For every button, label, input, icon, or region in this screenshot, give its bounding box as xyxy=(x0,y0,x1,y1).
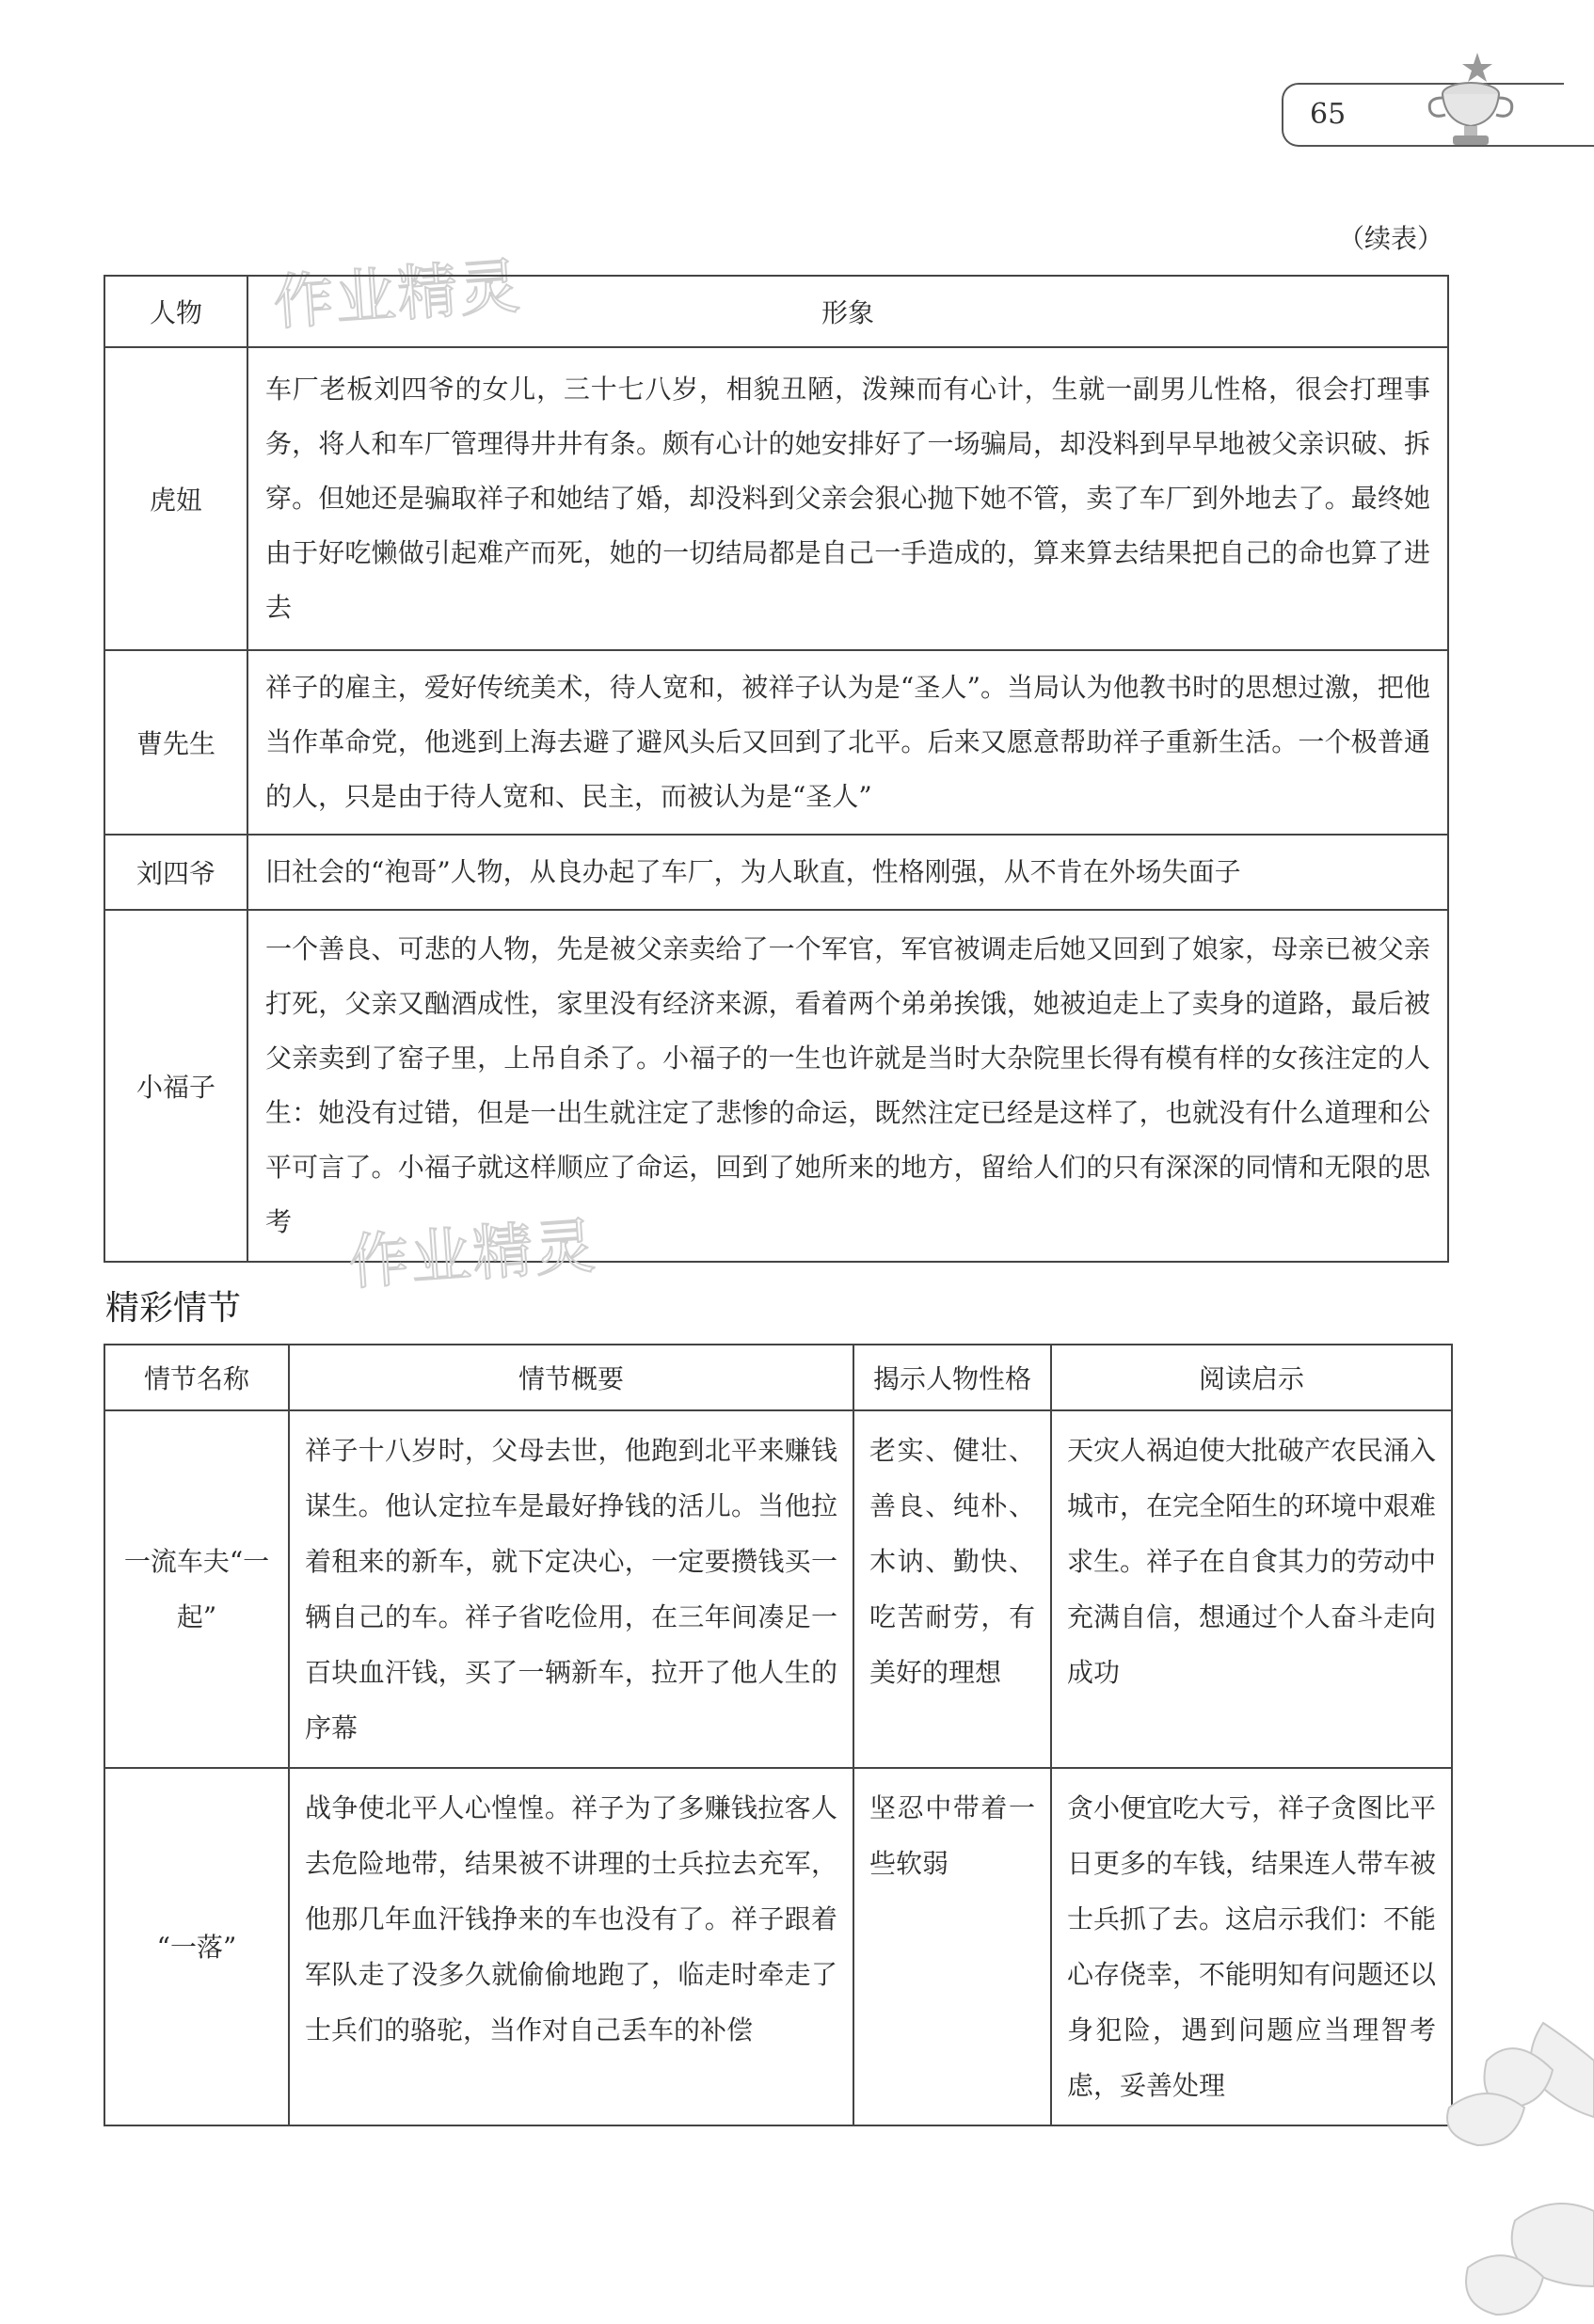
table-row xyxy=(104,1768,1452,2125)
header-plot-name: 情节名称 xyxy=(104,1345,289,1410)
watermark: 作业精灵 xyxy=(346,1211,599,1299)
header-insight: 阅读启示 xyxy=(1051,1345,1452,1410)
character-description: 祥子的雇主，爱好传统美术，待人宽和，被祥子认为是“圣人”。当局认为他教书时的思想过激，把他当作革命党，他逃到上海去避了避风头后又回到了北平。后来又愿意帮助祥子重新生活。一个极普通的人，只是由于待人宽和、民主，而被认为是“圣人” xyxy=(247,650,1448,835)
character-name: 刘四爷 xyxy=(104,835,247,910)
header-image: 形象 xyxy=(247,276,1448,347)
plot-insight: 贪小便宜吃大亏，祥子贪图比平日更多的车钱，结果连人带车被士兵抓了去。这启示我们：不能心存侥幸，不能明知有问题还以身犯险，遇到问题应当理智考虑，妥善处理 xyxy=(1051,1768,1452,2125)
plot-traits: 坚忍中带着一些软弱 xyxy=(853,1768,1051,2125)
table-row xyxy=(104,650,1448,835)
plot-summary: 祥子十八岁时，父母去世，他跑到北平来赚钱谋生。他认定拉车是最好挣钱的活儿。当他拉着租来的新车，就下定决心，一定要攒钱买一辆自己的车。祥子省吃俭用，在三年间凑足一百块血汗钱，买了一辆新车，拉开了他人生的序幕 xyxy=(289,1410,853,1768)
plot-name: 一流车夫“一起” xyxy=(104,1410,289,1768)
table-row xyxy=(104,835,1448,910)
table-row xyxy=(104,347,1448,650)
character-name: 虎妞 xyxy=(104,347,247,650)
continued-label: （续表） xyxy=(1337,223,1443,254)
header-plot-summary: 情节概要 xyxy=(289,1345,853,1410)
table-header-row xyxy=(104,276,1448,347)
header-character: 人物 xyxy=(104,276,247,347)
watermark: 作业精灵 xyxy=(271,251,524,340)
plot-summary: 战争使北平人心惶惶。祥子为了多赚钱拉客人去危险地带，结果被不讲理的士兵拉去充军，他那几年血汗钱挣来的车也没有了。祥子跟着军队走了没多久就偷偷地跑了，临走时牵走了士兵们的骆驼，当作对自己丢车的补偿 xyxy=(289,1768,853,2125)
character-description: 一个善良、可悲的人物，先是被父亲卖给了一个军官，军官被调走后她又回到了娘家，母亲已被父亲打死，父亲又酗酒成性，家里没有经济来源，看着两个弟弟挨饿，她被迫走上了卖身的道路，最后被父亲卖到了窑子里，上吊自杀了。小福子的一生也许就是当时大杂院里长得有模有样的女孩注定的人生：她没有过错，但是一出生就注定了悲惨的命运，既然注定已经是这样了，也就没有什么道理和公平可言了。小福子就这样顺应了命运，回到了她所来的地方，留给人们的只有深深的同情和无限的思考 xyxy=(247,910,1448,1262)
table-row xyxy=(104,1410,1452,1768)
plot-insight: 天灾人祸迫使大批破产农民涌入城市，在完全陌生的环境中艰难求生。祥子在自食其力的劳动中充满自信，想通过个人奋斗走向成功 xyxy=(1051,1410,1452,1768)
plot-name: “一落” xyxy=(104,1768,289,2125)
character-description: 车厂老板刘四爷的女儿，三十七八岁，相貌丑陋，泼辣而有心计，生就一副男儿性格，很会打理事务，将人和车厂管理得井井有条。颇有心计的她安排好了一场骗局，却没料到早早地被父亲识破、拆穿。但她还是骗取祥子和她结了婚，却没料到父亲会狠心抛下她不管，卖了车厂到外地去了。最终她由于好吃懒做引起难产而死，她的一切结局都是自己一手造成的，算来算去结果把自己的命也算了进去 xyxy=(247,347,1448,650)
characters-table xyxy=(104,275,1449,1263)
section-title: 精彩情节 xyxy=(105,1289,242,1328)
header-traits: 揭示人物性格 xyxy=(853,1345,1051,1410)
lotus-flower-icon xyxy=(1430,2004,1594,2324)
trophy-icon xyxy=(1419,49,1522,152)
table-header-row xyxy=(104,1345,1452,1410)
plot-table xyxy=(104,1344,1453,2126)
page-number: 65 xyxy=(1310,98,1347,131)
table-row xyxy=(104,910,1448,1262)
character-name: 小福子 xyxy=(104,910,247,1262)
header-rule xyxy=(1524,145,1594,147)
character-description: 旧社会的“袍哥”人物，从良办起了车厂，为人耿直，性格刚强，从不肯在外场失面子 xyxy=(247,835,1448,910)
character-name: 曹先生 xyxy=(104,650,247,835)
plot-traits: 老实、健壮、善良、纯朴、木讷、勤快、吃苦耐劳，有美好的理想 xyxy=(853,1410,1051,1768)
